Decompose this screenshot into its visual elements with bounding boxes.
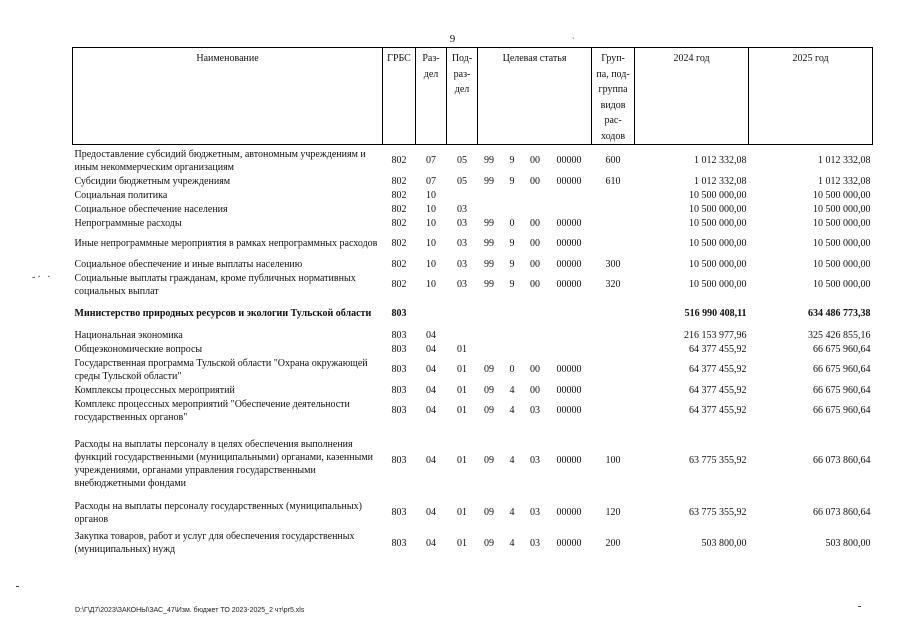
cell-podr: 01 <box>457 454 467 466</box>
cell-v2024: 516 990 408,11 <box>684 307 747 319</box>
cell-grbs: 803 <box>391 364 407 375</box>
cell-t1 <box>478 188 501 202</box>
cell-t3: 03 <box>530 454 540 466</box>
cell-grp <box>592 397 635 424</box>
cell-t1 <box>478 298 501 328</box>
table-body <box>73 145 873 558</box>
cell-v2024: 10 500 000,00 <box>689 189 747 201</box>
cell-name: Закупка товаров, работ и услуг для обеспечения государственных (муниципальных) нужд <box>74 531 355 555</box>
table-row <box>73 188 873 202</box>
cell-t3 <box>524 188 547 202</box>
table-row <box>73 383 873 397</box>
cell-v2024: 64 377 455,92 <box>689 384 747 396</box>
cell-t3: 00 <box>530 217 540 229</box>
cell-t2 <box>501 188 524 202</box>
cell-v2025: 10 500 000,00 <box>813 189 871 201</box>
cell-v2024: 1 012 332,08 <box>694 155 747 166</box>
cell-t4 <box>547 328 592 342</box>
cell-grp <box>592 216 635 230</box>
cell-razd: 04 <box>426 507 436 518</box>
cell-podr: 03 <box>457 203 467 215</box>
cell-podr: 01 <box>457 537 467 549</box>
cell-t1 <box>478 342 501 356</box>
cell-t1 <box>478 202 501 216</box>
cell-grbs: 803 <box>391 507 407 518</box>
cell-grbs: 802 <box>391 258 407 270</box>
table-row <box>73 174 873 188</box>
scan-artifact-mark: ` <box>572 36 575 46</box>
cell-v2025: 66 675 960,64 <box>813 405 871 416</box>
cell-v2024: 1 012 332,08 <box>694 175 747 187</box>
cell-name: Общеэкономические вопросы <box>74 343 203 355</box>
cell-t3: 00 <box>530 384 540 396</box>
cell-v2025: 66 675 960,64 <box>813 343 871 355</box>
cell-t2 <box>501 202 524 216</box>
cell-v2024: 63 775 355,92 <box>689 454 747 466</box>
cell-grbs: 803 <box>391 384 407 396</box>
cell-podr: 03 <box>457 279 467 290</box>
cell-grbs: 803 <box>391 405 407 416</box>
header-podrazdel: Под- раз- дел <box>447 48 478 145</box>
cell-t1: 99 <box>484 258 494 270</box>
cell-v2025: 66 675 960,64 <box>813 384 871 396</box>
table-row <box>73 230 873 257</box>
cell-razd: 10 <box>426 189 436 201</box>
cell-t4: 00000 <box>556 364 582 375</box>
cell-t1: 09 <box>484 364 494 375</box>
cell-v2025: 503 800,00 <box>825 537 871 549</box>
cell-grbs: 802 <box>391 217 407 229</box>
header-name: Наименование <box>73 48 383 145</box>
cell-t1: 99 <box>484 155 494 166</box>
table-row <box>73 424 873 496</box>
cell-razd: 04 <box>426 537 436 549</box>
cell-t3: 00 <box>530 364 540 375</box>
cell-grbs: 803 <box>391 537 407 549</box>
margin-annotation-mark: -· · <box>32 272 53 283</box>
cell-v2024: 10 500 000,00 <box>689 203 747 215</box>
cell-v2024: 10 500 000,00 <box>689 258 747 270</box>
cell-grbs: 803 <box>391 307 407 319</box>
cell-grbs: 803 <box>391 454 407 466</box>
table-row <box>73 529 873 557</box>
page-number: 9 <box>449 33 456 45</box>
header-year-2024: 2024 год <box>635 48 749 145</box>
cell-razd: 10 <box>426 238 436 249</box>
cell-podr: 03 <box>457 217 467 229</box>
cell-t2: 0 <box>509 364 515 375</box>
budget-table <box>72 47 873 557</box>
table-row <box>73 397 873 424</box>
cell-grp: 610 <box>605 175 621 187</box>
cell-t3: 03 <box>530 405 540 416</box>
cell-v2025: 66 073 860,64 <box>813 507 871 518</box>
cell-t4 <box>547 202 592 216</box>
cell-t3 <box>524 298 547 328</box>
cell-t3 <box>524 342 547 356</box>
cell-t4: 00000 <box>556 238 582 249</box>
cell-razd <box>416 298 447 328</box>
cell-podr: 01 <box>457 343 467 355</box>
cell-razd: 10 <box>426 279 436 290</box>
cell-razd: 07 <box>426 155 436 166</box>
cell-razd: 04 <box>426 384 436 396</box>
cell-t2: 4 <box>509 507 515 518</box>
cell-v2024: 63 775 355,92 <box>689 507 747 518</box>
cell-name: Предоставление субсидий бюджетным, автономным учреждениям и иным некоммерческим организациям <box>74 148 366 173</box>
cell-v2025: 634 486 773,38 <box>808 307 871 319</box>
cell-grp: 600 <box>605 155 621 166</box>
cell-t3: 00 <box>530 279 540 290</box>
cell-name: Социальная политика <box>74 189 168 201</box>
cell-grbs: 802 <box>391 155 407 166</box>
cell-t3: 00 <box>530 155 540 166</box>
scan-artifact-dash-right <box>858 606 861 607</box>
cell-t4: 00000 <box>556 384 582 396</box>
cell-t3: 00 <box>530 258 540 270</box>
cell-grbs: 803 <box>391 329 407 341</box>
table-row <box>73 202 873 216</box>
cell-v2024: 503 800,00 <box>701 537 747 549</box>
cell-grbs: 802 <box>391 189 407 201</box>
cell-t1: 09 <box>484 405 494 416</box>
cell-t1: 09 <box>484 454 494 466</box>
cell-podr <box>447 328 478 342</box>
cell-v2025: 10 500 000,00 <box>813 238 871 249</box>
cell-name: Комплексы процессных мероприятий <box>74 384 235 396</box>
cell-v2024: 64 377 455,92 <box>689 405 747 416</box>
cell-name: Непрограммные расходы <box>74 217 182 229</box>
cell-v2025: 10 500 000,00 <box>813 217 871 229</box>
cell-grbs: 802 <box>391 238 407 249</box>
cell-t4: 00000 <box>556 279 582 290</box>
cell-t2: 9 <box>509 279 515 290</box>
cell-t1: 99 <box>484 175 494 187</box>
cell-t1: 09 <box>484 537 494 549</box>
cell-t3: 00 <box>530 175 540 187</box>
cell-podr: 01 <box>457 507 467 518</box>
cell-t3: 03 <box>530 507 540 518</box>
table-row <box>73 257 873 271</box>
cell-t2: 9 <box>509 155 515 166</box>
cell-podr: 05 <box>457 155 467 166</box>
cell-grbs: 803 <box>391 343 407 355</box>
cell-t4 <box>547 298 592 328</box>
cell-grbs: 802 <box>391 279 407 290</box>
cell-v2025: 66 675 960,64 <box>813 364 871 375</box>
cell-t4: 00000 <box>556 217 582 229</box>
footer-file-path: D:\Г\Д7\2023\ЗАКОНЫ\ЗАС_47\Изм. бюджет ТО 2023-2025_2 чт\pr5.xls <box>75 607 305 614</box>
cell-t2: 9 <box>509 238 515 249</box>
cell-grp <box>592 342 635 356</box>
cell-t1: 09 <box>484 384 494 396</box>
table-row <box>73 342 873 356</box>
cell-razd: 04 <box>426 343 436 355</box>
cell-t2 <box>501 328 524 342</box>
cell-t1: 99 <box>484 238 494 249</box>
cell-v2025: 325 426 855,16 <box>808 329 871 341</box>
cell-t4: 00000 <box>556 175 582 187</box>
cell-podr <box>447 298 478 328</box>
cell-t1 <box>478 328 501 342</box>
cell-t4: 00000 <box>556 405 582 416</box>
cell-name: Социальное обеспечение и иные выплаты населению <box>74 258 303 270</box>
cell-v2024: 10 500 000,00 <box>689 217 747 229</box>
cell-grp <box>592 188 635 202</box>
cell-t4 <box>547 342 592 356</box>
cell-v2025: 1 012 332,08 <box>818 155 871 166</box>
cell-t3: 03 <box>530 537 540 549</box>
cell-name: Иные непрограммные мероприятия в рамках непрограммных расходов <box>74 238 378 249</box>
cell-grbs: 802 <box>391 175 407 187</box>
cell-razd: 10 <box>426 217 436 229</box>
cell-podr: 03 <box>457 258 467 270</box>
cell-grp <box>592 202 635 216</box>
cell-t1: 99 <box>484 217 494 229</box>
cell-t4 <box>547 188 592 202</box>
cell-name: Расходы на выплаты персоналу в целях обеспечения выполнения функций государственными (муниципальными) органами, казенными учреждениями, органами управления государственными внебюджетными фондами <box>74 439 374 489</box>
cell-v2025: 1 012 332,08 <box>818 175 871 187</box>
cell-grp <box>592 230 635 257</box>
cell-t4: 00000 <box>556 454 582 466</box>
table-row <box>73 216 873 230</box>
cell-v2025: 10 500 000,00 <box>813 203 871 215</box>
cell-podr <box>447 188 478 202</box>
cell-grp: 200 <box>605 537 621 549</box>
cell-v2024: 10 500 000,00 <box>689 279 747 290</box>
cell-v2024: 216 153 977,96 <box>684 329 747 341</box>
cell-grp: 300 <box>605 258 621 270</box>
cell-t1: 09 <box>484 507 494 518</box>
cell-v2025: 10 500 000,00 <box>813 258 871 270</box>
cell-name: Социальные выплаты гражданам, кроме публичных нормативных социальных выплат <box>74 272 356 297</box>
cell-t2: 4 <box>509 454 515 466</box>
cell-podr: 01 <box>457 364 467 375</box>
cell-t2: 4 <box>509 537 515 549</box>
cell-name: Социальное обеспечение населения <box>74 203 228 215</box>
header-grbs: ГРБС <box>383 48 416 145</box>
cell-t4: 00000 <box>556 537 582 549</box>
header-razdel: Раз- дел <box>416 48 447 145</box>
cell-grp <box>592 356 635 383</box>
cell-razd: 04 <box>426 364 436 375</box>
cell-t3 <box>524 328 547 342</box>
table-row <box>73 328 873 342</box>
cell-name: Государственная программа Тульской области "Охрана окружающей среды Тульской области" <box>74 357 368 382</box>
cell-t2 <box>501 342 524 356</box>
cell-grbs: 802 <box>391 203 407 215</box>
cell-grp: 320 <box>605 279 621 290</box>
cell-grp <box>592 328 635 342</box>
cell-grp <box>592 383 635 397</box>
cell-t2: 4 <box>509 405 515 416</box>
table-header-row <box>73 48 873 145</box>
scan-artifact-dash-left <box>16 586 19 587</box>
cell-t2: 0 <box>509 217 515 229</box>
cell-grp <box>592 298 635 328</box>
cell-podr: 01 <box>457 384 467 396</box>
cell-razd: 04 <box>426 329 436 341</box>
cell-podr: 03 <box>457 238 467 249</box>
cell-t3: 00 <box>530 238 540 249</box>
table-row <box>73 271 873 298</box>
cell-v2024: 64 377 455,92 <box>689 364 747 375</box>
cell-t4: 00000 <box>556 507 582 518</box>
header-target-article: Целевая статья <box>478 48 592 145</box>
table-row <box>73 496 873 529</box>
cell-name: Комплекс процессных мероприятий "Обеспечение деятельности государственных органов" <box>74 398 350 423</box>
cell-name: Министерство природных ресурсов и экологии Тульской области <box>74 307 372 319</box>
cell-t1: 99 <box>484 279 494 290</box>
cell-t4: 00000 <box>556 155 582 166</box>
cell-t2 <box>501 298 524 328</box>
cell-grp: 100 <box>605 454 621 466</box>
cell-razd: 04 <box>426 405 436 416</box>
table-row <box>73 145 873 175</box>
cell-v2024: 10 500 000,00 <box>689 238 747 249</box>
header-expense-group: Груп- па, под- группа видов рас- ходов <box>592 48 635 145</box>
cell-t4: 00000 <box>556 258 582 270</box>
cell-podr: 01 <box>457 405 467 416</box>
cell-t3 <box>524 202 547 216</box>
table-row <box>73 356 873 383</box>
cell-razd: 10 <box>426 258 436 270</box>
cell-name: Субсидии бюджетным учреждениям <box>74 175 231 187</box>
cell-podr: 05 <box>457 175 467 187</box>
cell-razd: 07 <box>426 175 436 187</box>
cell-v2024: 64 377 455,92 <box>689 343 747 355</box>
cell-razd: 04 <box>426 454 436 466</box>
cell-t2: 4 <box>509 384 515 396</box>
cell-name: Национальная экономика <box>74 329 183 341</box>
cell-grp: 120 <box>605 507 621 518</box>
cell-t2: 9 <box>509 175 515 187</box>
table-row <box>73 298 873 328</box>
cell-razd: 10 <box>426 203 436 215</box>
cell-t2: 9 <box>509 258 515 270</box>
cell-v2025: 10 500 000,00 <box>813 279 871 290</box>
cell-v2025: 66 073 860,64 <box>813 454 871 466</box>
cell-name: Расходы на выплаты персоналу государственных (муниципальных) органов <box>74 500 362 525</box>
header-year-2025: 2025 год <box>749 48 873 145</box>
